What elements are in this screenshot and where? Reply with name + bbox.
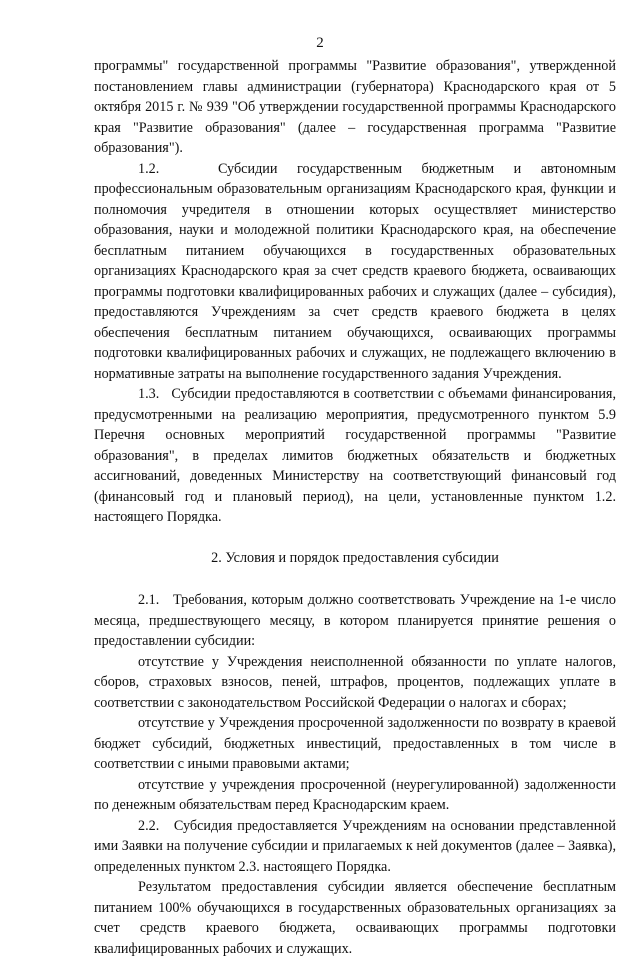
paragraph-1-3: 1.3. Субсидии предоставляются в соответствии с объемами финансирования, предусмотренными на реализацию мероприятия, предусмотренного пунктом 5.9 Перечня основных мероприятий государственной программы "Развитие образования", в пределах лимитов бюджетных обязательств и бюджетных ассигнований, доведенных Министерству на соответствующий финансовый год (финансовый год и плановый период), на цели, установленные пунктом 1.2. настоящего Порядка. xyxy=(94,386,616,525)
section-heading-2: 2. Условия и порядок предоставления субсидии xyxy=(211,549,499,566)
requirement-item-budget-debt: отсутствие у Учреждения просроченной задолженности по возврату в краевой бюджет субсидий, бюджетных инвестиций, предоставленных в том числе в соответствии с иными правовыми актами; xyxy=(94,715,616,772)
requirement-item-taxes: отсутствие у Учреждения неисполненной обязанности по уплате налогов, сборов, страховых взносов, пеней, штрафов, процентов, подлежащих уплате в соответствии с законодательством Российской Федерации о налогах и сборах; xyxy=(94,653,616,711)
page-number: 2 xyxy=(316,35,324,51)
document-body xyxy=(94,56,616,959)
paragraph-result: Результатом предоставления субсидии является обеспечение бесплатным питанием 100% обучающихся в государственных образовательных организациях за счет средств краевого бюджета, осваивающих программы подготовки квалифицированных рабочих и служащих. xyxy=(94,879,616,957)
paragraph-program-continuation: программы" государственной программы "Развитие образования", утвержденной постановлением главы администрации (губернатора) Краснодарского края от 5 октября 2015 г. № 939 "Об утверждении государственной программы Краснодарского края "Развитие образования" (далее – государственная программа "Развитие образования"). xyxy=(94,58,616,156)
paragraph-1-2: 1.2. Субсидии государственным бюджетным и автономным профессиональным образовательным организациям Краснодарского края, функции и полномочия учредителя в отношении которых осуществляет министерство образования, науки и молодежной политики Краснодарского края, на обеспечение бесплатным питанием обучающихся в государственных образовательных организациях Краснодарского края за счет средств краевого бюджета, осваивающих программы подготовки квалифицированных рабочих и служащих (далее – субсидия), предоставляются Учреждениям за счет средств краевого бюджета в целях обеспечения бесплатным питанием обучающихся, осваивающих программы подготовки квалифицированных рабочих и служащих, не подлежащего включению в нормативные затраты на выполнение государственного задания Учреждения. xyxy=(94,160,616,382)
requirement-item-obligations: отсутствие у учреждения просроченной (неурегулированной) задолженности по денежным обязательствам перед Краснодарским краем. xyxy=(94,776,616,813)
paragraph-2-2: 2.2. Субсидия предоставляется Учреждениям на основании представленной ими Заявки на получение субсидии и прилагаемых к ней документов (далее – Заявка), определенных пунктом 2.3. настоящего Порядка. xyxy=(94,817,616,875)
paragraph-2-1: 2.1. Требования, которым должно соответствовать Учреждение на 1-е число месяца, предшествующего месяцу, в котором планируется принятие решения о предоставлении субсидии: xyxy=(94,592,616,649)
